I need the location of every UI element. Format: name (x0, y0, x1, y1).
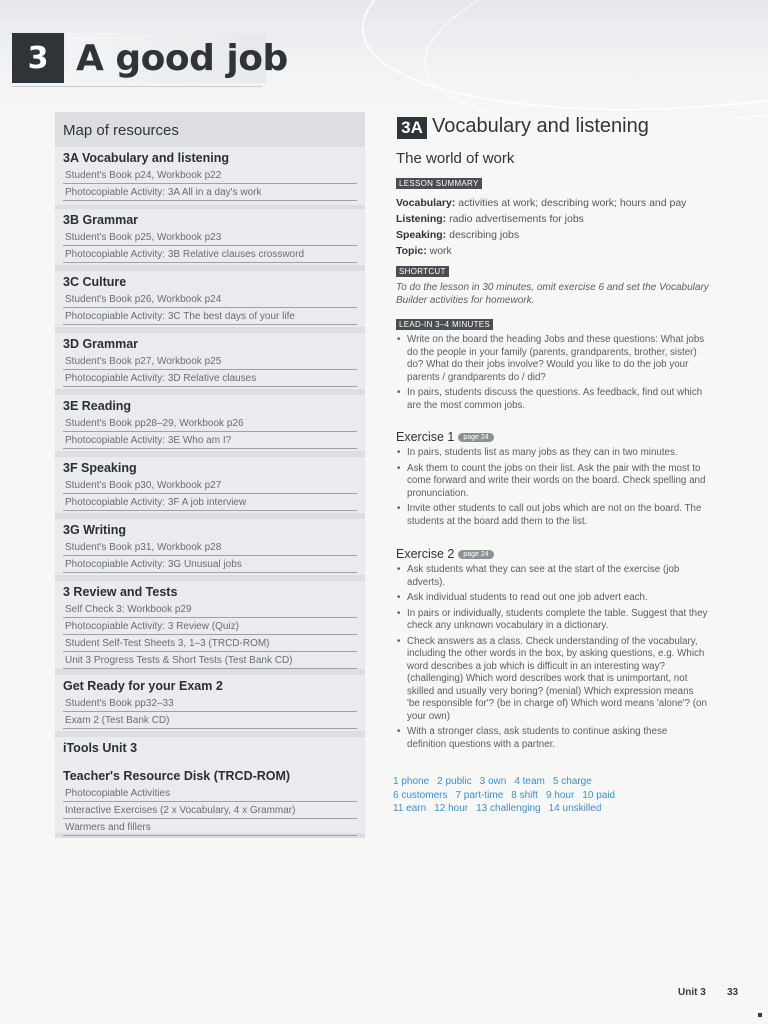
answer-row (393, 802, 723, 816)
answer-item: 14 unskilled (548, 803, 602, 814)
exercise1-title: Exercise 1 (396, 430, 455, 444)
answer-item: 11 earn (393, 803, 427, 814)
resource-line: Exam 2 (Test Bank CD) (63, 712, 357, 729)
answer-item: 2 public (437, 776, 472, 787)
summary-label: Speaking: (396, 229, 447, 241)
summary-line (396, 227, 736, 243)
resource-line: Student's Book p24, Workbook p22 (63, 167, 357, 184)
leadin-bullet: • In pairs, students discuss the questions. As feedback, find out which are the most common jobs. (396, 387, 708, 412)
resource-heading: 3F Speaking (63, 461, 137, 475)
resource-line: Student's Book pp32–33 (63, 695, 357, 712)
resource-line: Student's Book p31, Workbook p28 (63, 539, 357, 556)
resource-line: Photocopiable Activity: 3 Review (Quiz) (63, 618, 357, 635)
resource-section (55, 209, 365, 265)
resource-section (55, 395, 365, 451)
resource-heading: 3D Grammar (63, 337, 139, 351)
resource-heading: Teacher's Resource Disk (TRCD-ROM) (63, 769, 291, 783)
resource-heading: 3C Culture (63, 275, 127, 289)
exercise2-title: Exercise 2 (396, 547, 455, 561)
answer-item: 4 team (514, 776, 545, 787)
summary-label: Listening: (396, 213, 447, 225)
resource-section (55, 457, 365, 513)
lesson-badge: 3A (397, 117, 427, 139)
answer-item: 7 part-time (455, 789, 504, 801)
lesson-summary (396, 195, 736, 259)
leadin-bullet: • Write on the board the heading Jobs and these questions: What jobs do the people in your family (parents, grandparents, brother, sister) do? What do their jobs involve? Would you like to do the job your parents / grandparents do / did? (396, 334, 708, 384)
answer-item: 9 hour (545, 789, 575, 801)
resource-line: Student's Book p25, Workbook p23 (63, 229, 357, 246)
answer-row (393, 775, 723, 789)
resources-title: Map of resources (63, 122, 179, 139)
answer-item: 1 phone (393, 776, 430, 787)
resource-section (55, 581, 365, 669)
page-ref-badge: page 24 (458, 433, 493, 442)
resource-heading: iTools Unit 3 (63, 741, 138, 755)
resource-line: Photocopiable Activities (63, 785, 357, 802)
answer-key (393, 775, 723, 816)
summary-text: activities at work; describing work; hours and pay (455, 197, 687, 209)
resource-section (55, 147, 365, 205)
page-number: 33 (727, 987, 739, 998)
exercise2-block (396, 547, 708, 754)
exercise1-bullet: • Invite other students to call out jobs which are not on the board. The students at the board add them to the list. (396, 503, 708, 528)
lesson-subtitle: The world of work (396, 150, 515, 167)
exercise1-bullet: • Ask them to count the jobs on their list. Ask the pair with the most to come forward and write their words on the board. Check spelling and pronunciation. (396, 463, 708, 501)
resource-heading: 3B Grammar (63, 213, 139, 227)
resource-section (55, 737, 365, 833)
summary-text: describing jobs (446, 229, 520, 241)
resource-heading: 3G Writing (63, 523, 126, 537)
resource-section (55, 675, 365, 731)
answer-item: 10 paid (582, 789, 616, 801)
summary-line (396, 211, 736, 227)
exercise1-heading (396, 430, 708, 444)
summary-line (396, 243, 736, 259)
resource-line: Photocopiable Activity: 3B Relative clauses crossword (63, 246, 357, 263)
resource-section (55, 333, 365, 389)
answer-item: 5 charge (552, 776, 592, 787)
resource-line: Student's Book p30, Workbook p27 (63, 477, 357, 494)
resource-line: Self Check 3: Workbook p29 (63, 601, 357, 618)
footer-unit: Unit 3 (678, 987, 706, 998)
resource-heading: Get Ready for your Exam 2 (63, 679, 223, 693)
summary-label: Topic: (396, 245, 427, 257)
resource-line: Photocopiable Activity: 3F A job interview (63, 494, 357, 511)
unit-number: 3 (12, 33, 64, 83)
map-of-resources-panel (55, 112, 365, 838)
resource-section (55, 271, 365, 327)
resource-line: Student's Book p26, Workbook p24 (63, 291, 357, 308)
shortcut-text: To do the lesson in 30 minutes, omit exercise 6 and set the Vocabulary Builder activities for homework. (396, 282, 709, 306)
unit-title: A good job (76, 38, 288, 79)
resource-line: Photocopiable Activity: 3C The best days of your life (63, 308, 357, 325)
summary-label: Vocabulary: (396, 197, 456, 209)
lesson-title: Vocabulary and listening (432, 115, 649, 137)
resource-heading: 3 Review and Tests (63, 585, 178, 599)
summary-text: radio advertisements for jobs (446, 213, 584, 225)
resource-line: Photocopiable Activity: 3E Who am I? (63, 432, 357, 449)
exercise2-bullet: • With a stronger class, ask students to continue asking these definition questions with a partner. (396, 726, 708, 751)
summary-text: work (426, 245, 452, 257)
answer-item: 8 shift (511, 789, 538, 801)
answer-item: 13 challenging (476, 803, 541, 814)
answer-item: 3 own (479, 776, 507, 787)
resource-line: Student Self-Test Sheets 3, 1–3 (TRCD-ROM) (63, 635, 357, 652)
resource-line: Photocopiable Activity: 3G Unusual jobs (63, 556, 357, 573)
exercise2-bullet: • Ask students what they can see at the start of the exercise (job adverts). (396, 564, 708, 589)
exercise2-heading (396, 547, 708, 561)
resource-line: Student's Book p27, Workbook p25 (63, 353, 357, 370)
leadin-block (396, 334, 708, 415)
exercise2-bullet: • Check answers as a class. Check understanding of the vocabulary, including the other words in the box, by asking questions, e.g. Which word describes a job which is difficult in an interesting way? (challenging) Which word describes work that is unimportant, not skilled and usually very boring? (menial) Which expression means 'be responsible for'? (be in charge of) Which word means 'alone'? (on your own) (396, 636, 708, 724)
page-ref-badge: page 24 (458, 550, 493, 559)
shortcut-tag: SHORTCUT (396, 266, 449, 277)
answer-item: 12 hour (434, 803, 469, 814)
leadin-tag: LEAD-IN 3–4 MINUTES (396, 319, 493, 330)
resource-line: Photocopiable Activity: 3A All in a day's work (63, 184, 357, 201)
exercise1-bullet: • In pairs, students list as many jobs as they can in two minutes. (396, 447, 708, 460)
exercise1-block (396, 430, 708, 531)
resource-line: Interactive Exercises (2 x Vocabulary, 4 x Grammar) (63, 802, 357, 819)
exercise2-bullet: • Ask individual students to read out one job advert each. (396, 592, 708, 605)
resource-line: Unit 3 Progress Tests & Short Tests (Test Bank CD) (63, 652, 357, 669)
summary-line (396, 195, 736, 211)
answer-item: 6 customers (393, 789, 448, 801)
resource-section (55, 519, 365, 575)
header-rule (12, 86, 262, 87)
resource-line: Student's Book pp28–29, Workbook p26 (63, 415, 357, 432)
answer-row (393, 789, 723, 803)
resource-heading: 3E Reading (63, 399, 132, 413)
header-swoosh (408, 0, 768, 118)
exercise2-bullet: • In pairs or individually, students complete the table. Suggest that they check any unknown vocabulary in a dictionary. (396, 608, 708, 633)
footer-mark (758, 1013, 762, 1017)
lesson-summary-tag: LESSON SUMMARY (396, 178, 482, 189)
resource-heading: 3A Vocabulary and listening (63, 151, 230, 165)
resource-line: Warmers and fillers (63, 819, 357, 836)
resource-line: Photocopiable Activity: 3D Relative clauses (63, 370, 357, 387)
